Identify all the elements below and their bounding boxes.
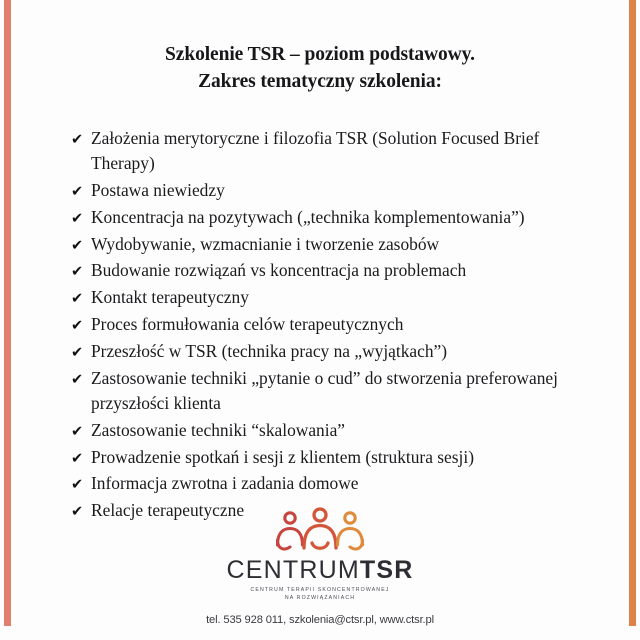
check-icon: ✔ <box>71 210 84 227</box>
topics-list <box>26 126 614 524</box>
brand-logo <box>0 507 640 626</box>
list-item <box>71 205 586 230</box>
brand-tagline <box>0 587 640 603</box>
list-item <box>71 418 586 443</box>
list-item-label: Prowadzenie spotkań i sesji z klientem (struktura sesji) <box>91 446 474 467</box>
check-icon: ✔ <box>71 264 84 281</box>
page-title <box>26 0 614 96</box>
check-icon: ✔ <box>71 291 84 308</box>
check-icon: ✔ <box>71 423 84 440</box>
check-icon: ✔ <box>71 450 84 467</box>
check-icon: ✔ <box>71 131 84 148</box>
list-item <box>71 178 586 203</box>
list-item-label: Budowanie rozwiązań vs koncentracja na problemach <box>91 260 467 281</box>
check-icon: ✔ <box>71 183 84 200</box>
list-item-label: Informacja zwrotna i zadania domowe <box>91 473 359 494</box>
list-item-label: Kontakt terapeutyczny <box>91 287 249 308</box>
wordmark-centrum: CENTRUM <box>226 556 360 585</box>
list-item-label: Zastosowanie techniki „pytanie o cud” do stworzenia preferowanej przyszłości klienta <box>91 367 558 413</box>
check-icon: ✔ <box>71 371 84 388</box>
list-item-label: Wydobywanie, wzmacnianie i tworzenie zasobów <box>91 233 440 254</box>
list-item <box>71 312 586 337</box>
check-icon: ✔ <box>71 477 84 494</box>
tagline-line-2: NA ROZWIĄZANIACH <box>284 595 356 602</box>
list-item <box>71 366 586 417</box>
title-line-2: Zakres tematyczny szkolenia: <box>198 70 442 92</box>
check-icon: ✔ <box>71 237 84 254</box>
footer-contact: tel. 535 928 011, szkolenia@ctsr.pl, www.ctsr.pl <box>206 614 434 626</box>
tagline-line-1: CENTRUM TERAPII SKONCENTROWANEJ <box>250 587 390 594</box>
list-item-label: Koncentracja na pozytywach („technika komplementowania”) <box>91 206 525 227</box>
list-item-label: Relacje terapeutyczne <box>91 500 245 521</box>
list-item <box>71 258 586 283</box>
list-item <box>71 445 586 470</box>
list-item <box>71 339 586 364</box>
list-item-label: Zastosowanie techniki “skalowania” <box>91 419 346 440</box>
title-line-1: Szkolenie TSR – poziom podstawowy. <box>165 44 475 65</box>
list-item-label: Postawa niewiedzy <box>91 179 225 200</box>
list-item <box>71 285 586 310</box>
list-item <box>71 232 586 257</box>
list-item <box>71 471 586 496</box>
check-icon: ✔ <box>71 504 84 521</box>
list-item-label: Założenia merytoryczne i filozofia TSR (Solution Focused Brief Therapy) <box>91 127 540 174</box>
check-icon: ✔ <box>71 344 84 361</box>
list-item-label: Proces formułowania celów terapeutycznych <box>91 314 404 334</box>
check-icon: ✔ <box>71 318 84 334</box>
list-item <box>71 126 586 177</box>
wordmark-tsr: TSR <box>359 556 414 585</box>
list-item-label: Przeszłość w TSR (technika pracy na „wyjątkach”) <box>91 340 448 361</box>
brand-wordmark <box>0 558 640 583</box>
three-people-logo-icon <box>268 507 372 553</box>
